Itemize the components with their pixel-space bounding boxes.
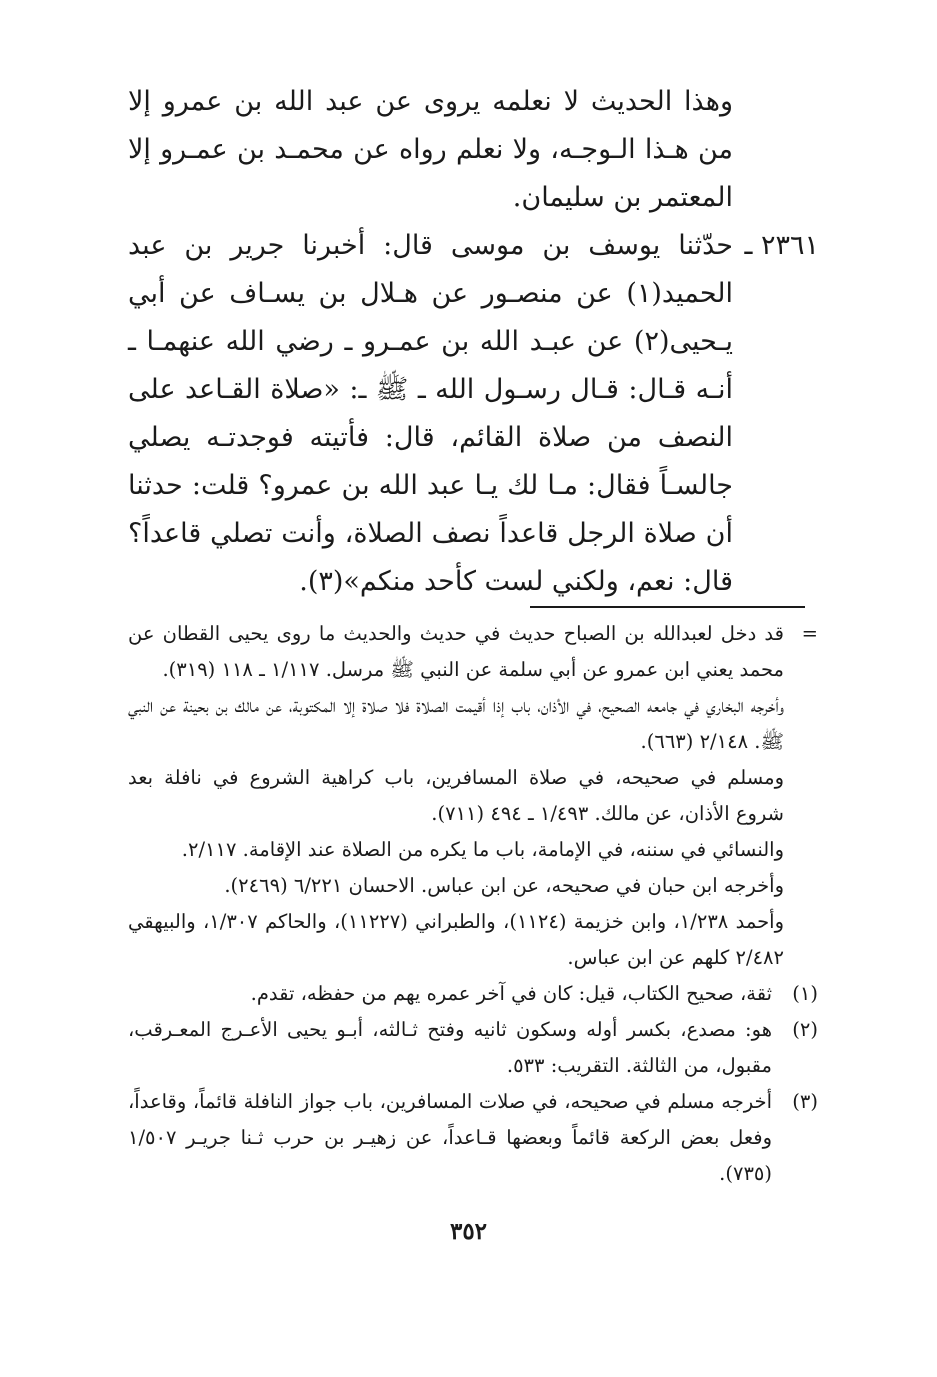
- intro-text: وهذا الحديث لا نعلمه يروى عن عبد الله بن عمرو إلا من هـذا الـوجـه، ولا نعلم رواه عن محمـد بن عمـرو إلا المعتمر بن سليمان.: [128, 86, 733, 213]
- continuation-marker: =: [801, 622, 818, 645]
- intro-paragraph: [128, 78, 733, 222]
- continued-paragraph: قد دخل لعبدالله بن الصباح حديث في حديث والحديث ما روى يحيى القطان عن محمد يعني ابن عمرو عن أبي سلمة عن النبي ﷺ مرسل. ١/١١٧ ـ ١١٨ (٣١٩).: [128, 622, 784, 681]
- footnote-number: (٢): [792, 1018, 818, 1041]
- page-number: ٣٥٢: [449, 1218, 488, 1245]
- continued-paragraph: وأحمد ١/٢٣٨، وابن خزيمة (١١٢٤)، والطبراني (١١٢٢٧)، والحاكم ١/٣٠٧، والبيهقي ٢/٤٨٢ كلهم عن ابن عباس.: [128, 910, 784, 969]
- continued-footnote: [128, 616, 818, 976]
- continued-paragraph: وأخرجه البخاري في جامعه الصحيح، في الأذان، باب إذا أقيمت الصلاة فلا صلاة إلا المكتوبة، عن مالك بن بحينة عن النبي ﷺ. ٢/١٤٨ (٦٦٣).: [128, 694, 784, 753]
- continued-paragraph: والنسائي في سننه، في الإمامة، باب ما يكره من الصلاة عند الإقامة. ٢/١١٧.: [181, 838, 784, 861]
- hadith-number: ٢٣٦١ ـ: [744, 230, 819, 261]
- footnote-number: (٣): [792, 1090, 818, 1113]
- hadith-block: [128, 222, 733, 606]
- footnote-number: (١): [792, 982, 818, 1005]
- footnote-1: [128, 976, 818, 1012]
- footnote-text: هو: مصدع، بكسر أوله وسكون ثانيه وفتح ثـالثه، أبـو يحيى الأعـرج المعـرقب، مقبول، من الثالثة. التقريب: ٥٣٣.: [128, 1018, 772, 1077]
- hadith-text: حدّثنا يوسف بن موسى قال: أخبرنا جرير بن عبد الحميد(١) عن منصـور عن هـلال بن يسـاف عن أبي يـحيى(٢) عن عبـد الله بن عمـرو ـ رضي الله عنهمـا ـ أنـه قـال: قـال رسـول الله ـ ﷺ ـ: «صلاة القـاعد على النصف من صلاة القائم، قال: فأتيته فوجدتـه يصلي جالسـاً فقال: مـا لك يـا عبد الله بن عمرو؟ قلت: حدثنا أن صلاة الرجل قاعداً نصف الصلاة، وأنت تصلي قاعداً؟ قال: نعم، ولكني لست كأحد منكم»(٣).: [128, 230, 733, 597]
- footnote-3: [128, 1084, 818, 1192]
- footnote-text: أخرجه مسلم في صحيحه، في صلات المسافرين، باب جواز النافلة قائماً، وقاعداً، وفعل بعض الركعة قائماً وبعضها قـاعداً، عن زهيـر بن حرب ثـنا جريـر ١/٥٠٧ (٧٣٥).: [128, 1090, 772, 1185]
- footnote-text: ثقة، صحيح الكتاب، قيل: كان في آخر عمره يهم من حفظه، تقدم.: [250, 982, 772, 1005]
- footnote-separator: [530, 606, 805, 608]
- footnote-2: [128, 1012, 818, 1084]
- continued-paragraph: ومسلم في صحيحه، في صلاة المسافرين، باب كراهية الشروع في نافلة بعد شروع الأذان، عن مالك. ١/٤٩٣ ـ ٤٩٤ (٧١١).: [128, 766, 784, 825]
- footnotes-section: [128, 616, 818, 1192]
- continued-paragraph: وأخرجه ابن حبان في صحيحه، عن ابن عباس. الاحسان ٦/٢٢١ (٢٤٦٩).: [224, 874, 784, 897]
